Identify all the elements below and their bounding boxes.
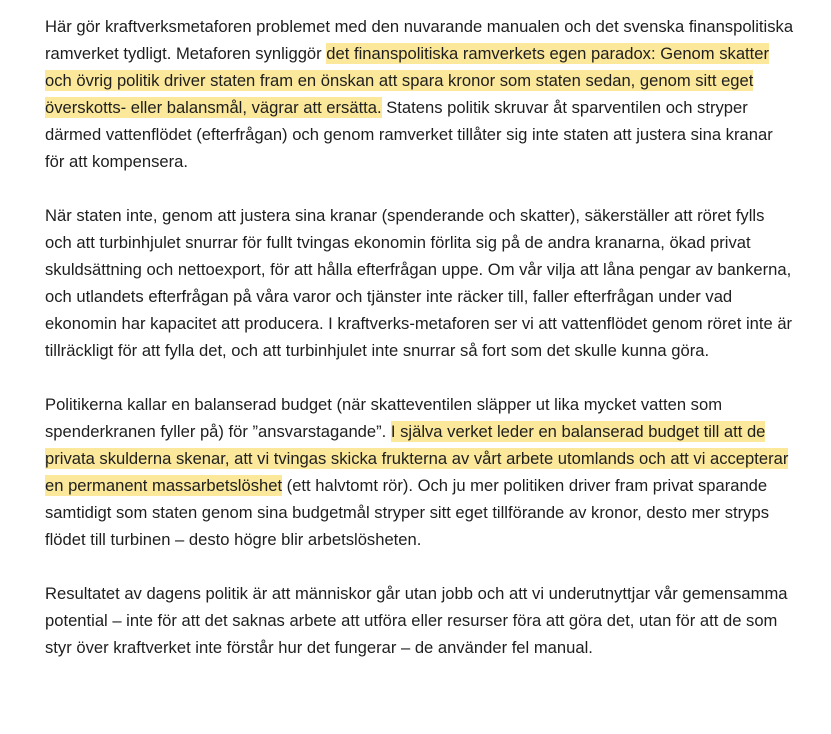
highlighted-passage-1: det finanspolitiska ramverkets egen paradox: Genom skatter och övrig politik driver staten fram en önskan att spara kronor som staten sedan, genom sitt eget överskotts- eller balansmål, vägrar att ersätta. [45,44,770,117]
paragraph-3 [45,391,795,553]
paragraph-1-text: Här gör kraftverksmetaforen problemet med den nuvarande manualen och det svenska finanspolitiska ramverket tydligt. Metaforen synliggör [45,17,794,63]
paragraph-1 [45,13,795,175]
paragraph-2: När staten inte, genom att justera sina kranar (spenderande och skatter), säkerställer att röret fylls och att turbinhjulet snurrar för fullt tvingas ekonomin förlita sig på de andra kranarna, ökad privat skuldsättning och nettoexport, för att hålla efterfrågan uppe. Om vår vilja att låna pengar av bankerna, och utlandets efterfrågan på våra varor och tjänster inte räcker till, faller efterfrågan under vad ekonomin har kapacitet att producera. I kraftverks-metaforen ser vi att vattenflödet genom röret inte är tillräckligt för att fylla det, och att turbinhjulet inte snurrar så fort som det skulle kunna göra. [45,206,793,360]
article-body [45,13,795,688]
paragraph-1-text-after: Statens politik skruvar åt sparventilen och stryper därmed vattenflödet (efterfrågan) och genom ramverket tillåter sig inte staten att justera sina kranar för att kompensera. [45,98,773,171]
paragraph-3-text-after: (ett halvtomt rör). Och ju mer politiken driver fram privat sparande samtidigt som staten genom sina budgetmål stryper sitt eget tillförande av kronor, desto mer stryps flödet till turbinen – desto högre blir arbetslösheten. [45,476,770,549]
paragraph-3-text: Politikerna kallar en balanserad budget (när skatteventilen släpper ut lika mycket vatten som spenderkranen fyller på) för ”ansvarstagande”. [45,395,723,441]
paragraph-4: Resultatet av dagens politik är att människor går utan jobb och att vi underutnyttjar vår gemensamma potential – inte för att det saknas arbete att utföra eller resurser föra att göra det, utan för att de som styr över kraftverket inte förstår hur det fungerar – de använder fel manual. [45,584,788,657]
highlighted-passage-2: I själva verket leder en balanserad budget till att de privata skulderna skenar, att vi tvingas skicka frukterna av vårt arbete utomlands och att vi accepterar en permanent massarbetslöshet [45,422,789,495]
